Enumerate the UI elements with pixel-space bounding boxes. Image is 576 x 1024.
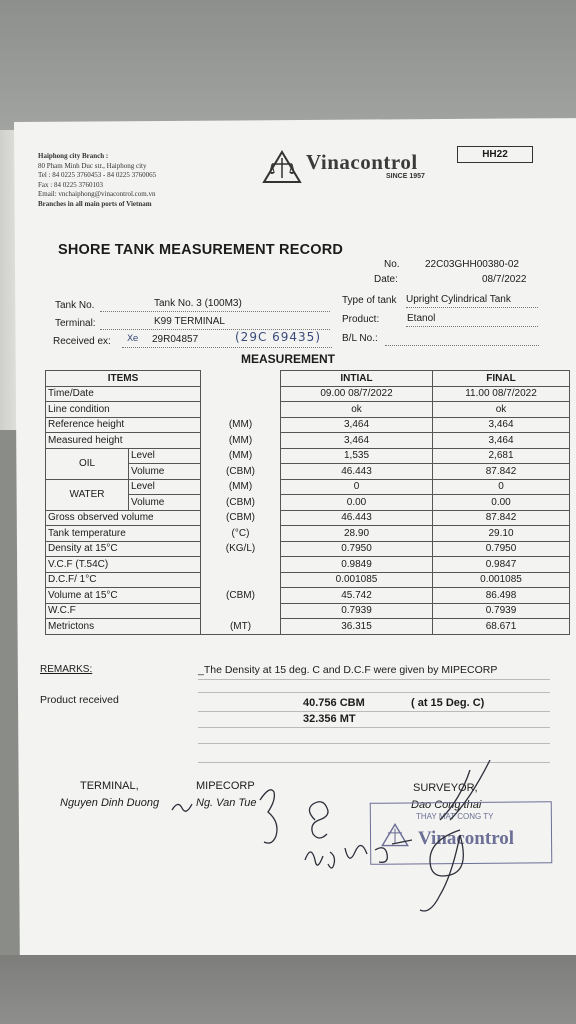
date-value: 08/7/2022: [482, 274, 527, 285]
terminal-label: Terminal:: [55, 318, 96, 329]
row-item: Gross observed volume: [46, 510, 201, 526]
product-received-cbm: 40.756 CBM: [303, 697, 365, 709]
row-unit: [201, 572, 281, 588]
row-initial: 1,535: [281, 448, 433, 464]
branch-title: Haiphong city Branch :: [38, 152, 109, 160]
branch-fax: Fax : 84 0225 3760103: [38, 180, 103, 189]
tank-value: Tank No. 3 (100M3): [154, 298, 242, 309]
branch-email: Email: vnchaiphong@vinacontrol.com.vn: [38, 190, 156, 199]
table-row: [46, 510, 570, 526]
table-row: [46, 619, 570, 635]
row-item: W.C.F: [46, 603, 201, 619]
row-final: 0.7950: [433, 541, 570, 557]
header-initial: INTIAL: [281, 371, 433, 387]
terminal-title: TERMINAL,: [80, 780, 139, 792]
row-sub: Volume: [129, 464, 201, 480]
row-final: 68.671: [433, 619, 570, 635]
row-final: 11.00 08/7/2022: [433, 386, 570, 402]
form-code: HH22: [457, 146, 533, 163]
row-initial: 36.315: [281, 619, 433, 635]
row-item: V.C.F (T.54C): [46, 557, 201, 573]
table-row: [46, 386, 570, 402]
scales-logo-icon: [262, 150, 302, 184]
table-row: [46, 479, 570, 495]
row-final: 3,464: [433, 433, 570, 449]
company-logo-text: Vinacontrol: [306, 150, 418, 174]
row-final: 3,464: [433, 417, 570, 433]
table-row: [46, 417, 570, 433]
table-row: [46, 572, 570, 588]
row-initial: 3,464: [281, 433, 433, 449]
row-initial: 0: [281, 479, 433, 495]
tank-type-label: Type of tank: [342, 295, 397, 306]
no-value: 22C03GHH00380-02: [425, 259, 519, 270]
product-received-label: Product received: [40, 694, 119, 706]
row-final: 29.10: [433, 526, 570, 542]
row-unit: [201, 402, 281, 418]
row-initial: ok: [281, 402, 433, 418]
row-item: Metrictons: [46, 619, 201, 635]
row-final: 2,681: [433, 448, 570, 464]
row-unit: (MM): [201, 448, 281, 464]
row-unit: (MT): [201, 619, 281, 635]
received-value: 29R04857: [152, 334, 199, 345]
row-initial: 45.742: [281, 588, 433, 604]
row-final: 0.00: [433, 495, 570, 511]
product-received-mt: 32.356 MT: [303, 713, 356, 725]
row-initial: 0.00: [281, 495, 433, 511]
table-row: [46, 603, 570, 619]
row-initial: 0.001085: [281, 572, 433, 588]
row-item: D.C.F/ 1°C: [46, 572, 201, 588]
mipecorp-title: MIPECORP: [196, 780, 255, 792]
row-unit: (CBM): [201, 464, 281, 480]
table-row: [46, 402, 570, 418]
measurement-table: [45, 370, 570, 635]
terminal-name: Nguyen Dinh Duong: [60, 797, 160, 809]
row-item: Tank temperature: [46, 526, 201, 542]
row-final: ok: [433, 402, 570, 418]
surveyor-title: SURVEYOR,: [413, 782, 478, 794]
row-final: 86.498: [433, 588, 570, 604]
row-initial: 3,464: [281, 417, 433, 433]
branch-tel: Tel : 84 0225 3760453 - 84 0225 3760065: [38, 171, 157, 180]
branch-address: 80 Pham Minh Duc str., Haiphong city: [38, 161, 147, 170]
row-sub: Volume: [129, 495, 201, 511]
table-row: [46, 588, 570, 604]
row-final: 0.9847: [433, 557, 570, 573]
document-title: SHORE TANK MEASUREMENT RECORD: [58, 242, 344, 258]
table-row: [46, 448, 570, 464]
bl-label: B/L No.:: [342, 333, 378, 344]
row-final: 0.001085: [433, 572, 570, 588]
row-item: Line condition: [46, 402, 201, 418]
table-row: [46, 433, 570, 449]
date-label: Date:: [374, 274, 398, 285]
row-initial: 0.7950: [281, 541, 433, 557]
no-label: No.: [384, 259, 400, 270]
product-received-condition: ( at 15 Deg. C): [411, 697, 485, 709]
product-label: Product:: [342, 314, 380, 325]
product-value: Etanol: [407, 313, 436, 324]
row-unit: (°C): [201, 526, 281, 542]
background-bottom: [0, 955, 576, 1024]
row-initial: 0.7939: [281, 603, 433, 619]
row-unit: (KG/L): [201, 541, 281, 557]
table-row: [46, 541, 570, 557]
surveyor-name: Dao Cong thai: [411, 799, 482, 811]
row-final: 87.842: [433, 464, 570, 480]
row-unit: (CBM): [201, 510, 281, 526]
row-item: Time/Date: [46, 386, 201, 402]
header-items: ITEMS: [46, 371, 201, 387]
stamp-logo-text: Vinacontrol: [418, 828, 515, 849]
row-sub: Level: [129, 479, 201, 495]
remarks-label: REMARKS:: [40, 664, 93, 675]
table-row: [46, 526, 570, 542]
header-unit: [201, 371, 281, 387]
branch-footer: Branches in all main ports of Vietnam: [38, 199, 152, 208]
row-group-water: WATER: [46, 479, 129, 510]
row-initial: 28.90: [281, 526, 433, 542]
section-title: MEASUREMENT: [241, 352, 336, 366]
row-unit: (CBM): [201, 588, 281, 604]
mipecorp-name: Ng. Van Tue: [196, 797, 257, 809]
row-unit: (CBM): [201, 495, 281, 511]
row-unit: (MM): [201, 417, 281, 433]
row-unit: [201, 557, 281, 573]
received-handwritten-note: (29C 69435): [235, 330, 321, 344]
terminal-value: K99 TERMINAL: [154, 316, 225, 327]
remarks-text: _The Density at 15 deg. C and D.C.F were given by MIPECORP: [198, 664, 498, 676]
branch-info: [38, 152, 156, 210]
row-initial: 46.443: [281, 464, 433, 480]
row-final: 0: [433, 479, 570, 495]
row-sub: Level: [129, 448, 201, 464]
row-initial: 46.443: [281, 510, 433, 526]
tank-type-value: Upright Cylindrical Tank: [406, 294, 511, 305]
since-label: SINCE 1957: [386, 173, 425, 180]
table-row: [46, 557, 570, 573]
received-handwritten-prefix: Xe: [127, 334, 139, 344]
row-final: 0.7939: [433, 603, 570, 619]
row-unit: (MM): [201, 479, 281, 495]
row-final: 87.842: [433, 510, 570, 526]
row-item: Reference height: [46, 417, 201, 433]
row-item: Measured height: [46, 433, 201, 449]
row-unit: (MM): [201, 433, 281, 449]
handwritten-signatures: [160, 760, 560, 920]
row-item: Volume at 15°C: [46, 588, 201, 604]
row-item: Density at 15°C: [46, 541, 201, 557]
row-initial: 0.9849: [281, 557, 433, 573]
tank-label: Tank No.: [55, 300, 95, 311]
row-unit: [201, 386, 281, 402]
row-unit: [201, 603, 281, 619]
header-final: FINAL: [433, 371, 570, 387]
row-group-oil: OIL: [46, 448, 129, 479]
table-header-row: [46, 371, 570, 387]
stamp-line: THAY MAT CONG TY: [416, 812, 494, 821]
received-label: Received ex:: [53, 336, 111, 347]
row-initial: 09.00 08/7/2022: [281, 386, 433, 402]
